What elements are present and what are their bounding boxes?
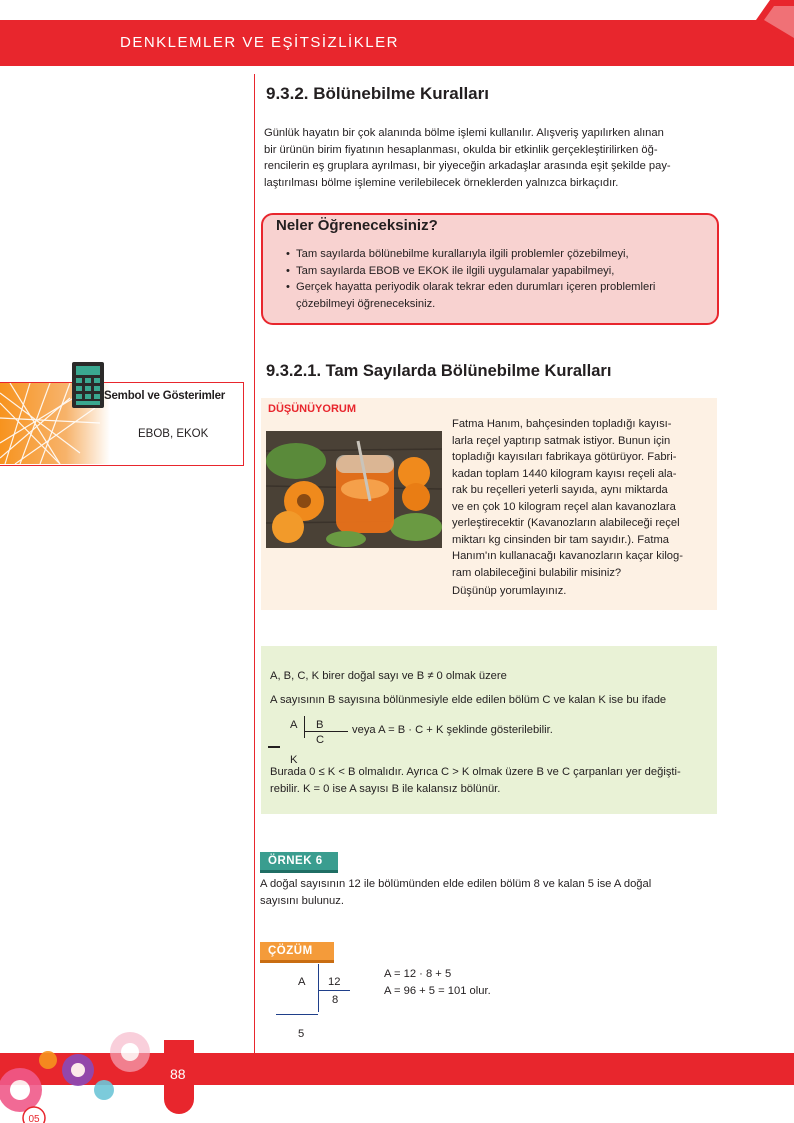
thinking-problem-text	[452, 416, 710, 581]
solution-step: A = 12 · 8 + 5	[384, 968, 452, 980]
gear-label: 05	[28, 1114, 40, 1123]
solution-tag: ÇÖZÜM	[260, 942, 334, 963]
apricot-jam-photo	[266, 431, 442, 548]
intro-line: Günlük hayatın bir çok alanında bölme işlemi kullanılır. Alışveriş yapılırken alınan	[264, 127, 664, 139]
diagram-minus-line	[276, 1014, 318, 1015]
division-diagram	[262, 716, 342, 768]
problem-line: ve en çok 10 kilogram reçel alan kavanozlara	[452, 500, 676, 513]
problem-line: Fatma Hanım, bahçesinden topladığı kayısı-	[452, 418, 672, 430]
column-rule	[254, 74, 255, 1054]
learning-goal-item: • Gerçek hayatta periyodik olarak tekrar eden durumları içeren problemleri çözebilmeyi öğreneceksiniz.	[284, 279, 704, 312]
chapter-title: DENKLEMLER VE EŞİTSİZLİKLER	[120, 34, 399, 51]
diagram-quotient: 8	[332, 994, 339, 1006]
diagram-quotient: C	[316, 734, 325, 746]
thinking-label: DÜŞÜNÜYORUM	[268, 403, 356, 415]
intro-paragraph	[264, 125, 716, 191]
learning-goal-item: • Tam sayılarda bölünebilme kurallarıyla ilgili problemler çözebilmeyi,	[284, 246, 704, 263]
rule-line: Burada 0 ≤ K < B olmalıdır. Ayrıca C > K olmak üzere B ve C çarpanları yer değişti-	[270, 766, 681, 778]
learning-goals-list	[284, 246, 704, 312]
example-tag: ÖRNEK 6	[260, 852, 338, 873]
diagram-vertical-line	[304, 716, 305, 738]
subsection-title: 9.3.2.1. Tam Sayılarda Bölünebilme Kuralları	[266, 362, 612, 380]
sidebar-title: Sembol ve Gösterimler	[104, 390, 226, 402]
diagram-vertical-line	[318, 964, 319, 1012]
example-text	[260, 876, 716, 909]
diagram-remainder: K	[290, 754, 298, 766]
calculator-icon	[72, 362, 104, 408]
sidebar-symbols: EBOB, EKOK	[138, 428, 209, 440]
diagram-remainder: 5	[298, 1028, 305, 1040]
corner-decoration	[740, 0, 794, 70]
rule-line: rebilir. K = 0 ise A sayısı B ile kalansız bölünür.	[270, 783, 501, 795]
thinking-prompt: Düşünüp yorumlayınız.	[452, 585, 567, 597]
page-number: 88	[170, 1066, 186, 1082]
example-line: sayısını bulunuz.	[260, 894, 344, 907]
rule-line: A, B, C, K birer doğal sayı ve B ≠ 0 olmak üzere	[270, 670, 507, 682]
solution-division-diagram	[272, 964, 362, 1044]
diagram-minus-line	[268, 746, 280, 748]
diagram-horizontal-line	[304, 731, 348, 732]
problem-line: kadan toplam 1440 kilogram kayısı reçeli ala-	[452, 467, 677, 480]
diagram-divisor: B	[316, 719, 324, 731]
diagram-dividend: A	[290, 719, 298, 731]
section-title: 9.3.2. Bölünebilme Kuralları	[266, 84, 489, 103]
diagram-dividend: A	[298, 976, 306, 988]
problem-line: Hanım'ın kullanacağı kavanozların kaçar kilog-	[452, 550, 683, 562]
problem-line: topladığı kayısıları fabrikaya götürüyor. Fabri-	[452, 451, 677, 463]
intro-line: bir ürünün birim fiyatının hesaplanması, okulda bir etkinlik gerçekleştirilirken öğ-	[264, 143, 658, 156]
learning-goals-title: Neler Öğreneceksiniz?	[276, 217, 438, 234]
rule-line: A sayısının B sayısına bölünmesiyle elde edilen bölüm C ve kalan K ise bu ifade	[270, 694, 667, 706]
intro-line: rencilerin eş gruplara ayrılması, bir yiyeceğin arkadaşlar arasında eşit şekilde pay-	[264, 160, 671, 172]
problem-line: larla reçel yaptırıp satmak istiyor. Bunun için	[452, 434, 671, 447]
intro-line: laştırılması bölme işlemine verilebilecek örneklerden yalnızca birkaçıdır.	[264, 176, 619, 189]
solution-step: A = 96 + 5 = 101 olur.	[384, 985, 491, 997]
gears-decoration	[0, 1030, 160, 1123]
problem-line: rak bu reçelleri yeterli sayıda, aynı miktarda	[452, 484, 668, 496]
example-line: A doğal sayısının 12 ile bölümünden elde edilen bölüm 8 ve kalan 5 ise A doğal	[260, 878, 652, 890]
problem-line: yerleştirecektir (Kavanozların alabileceği reçel	[452, 517, 680, 529]
diagram-divisor: 12	[328, 976, 341, 988]
diagram-horizontal-line	[318, 990, 350, 991]
division-formula: veya A = B · C + K şeklinde gösterilebilir.	[352, 724, 553, 736]
learning-goal-item: • Tam sayılarda EBOB ve EKOK ile ilgili uygulamalar yapabilmeyi,	[284, 263, 704, 280]
problem-line: ram olabileceğini bulabilir misiniz?	[452, 566, 622, 579]
problem-line: miktarı kg cinsinden bir tam sayıdır.). Fatma	[452, 533, 669, 546]
